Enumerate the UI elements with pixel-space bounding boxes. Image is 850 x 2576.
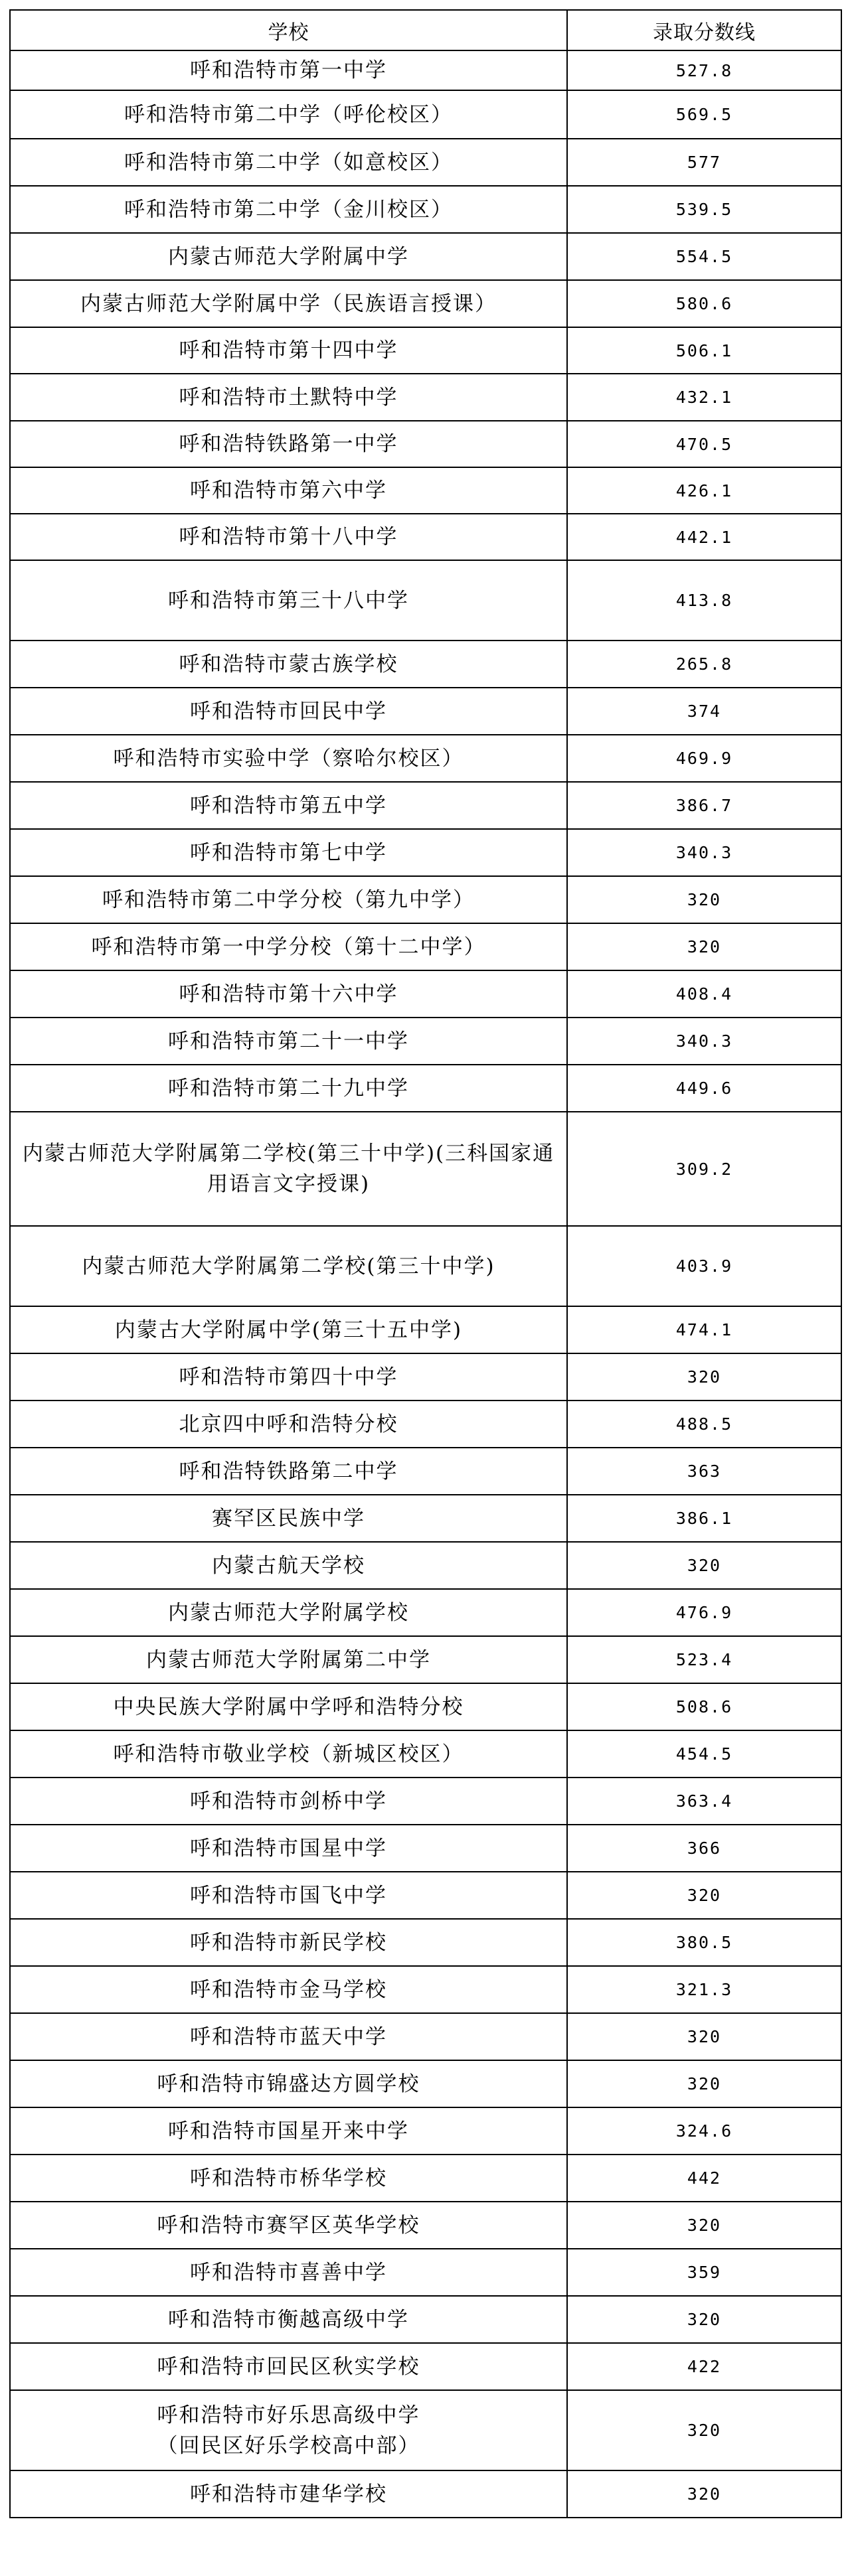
admission-score-cell: 442 (567, 2155, 841, 2202)
table-row (10, 1448, 841, 1495)
admission-score-cell: 488.5 (567, 1401, 841, 1448)
admission-score-cell: 340.3 (567, 1018, 841, 1065)
school-name-cell: 呼和浩特市第十八中学 (10, 514, 567, 560)
admission-score-cell: 508.6 (567, 1683, 841, 1730)
admission-score-cell: 363 (567, 1448, 841, 1495)
table-row (10, 2155, 841, 2202)
admission-score-cell: 523.4 (567, 1636, 841, 1683)
admission-score-cell: 408.4 (567, 970, 841, 1018)
admission-score-cell: 403.9 (567, 1226, 841, 1306)
admission-score-cell: 363.4 (567, 1778, 841, 1825)
table-row (10, 1872, 841, 1919)
admission-score-table (9, 9, 842, 2518)
table-row (10, 1306, 841, 1353)
table-row (10, 641, 841, 688)
table-row (10, 1589, 841, 1636)
admission-score-cell: 380.5 (567, 1919, 841, 1966)
school-name-cell: 呼和浩特市喜善中学 (10, 2249, 567, 2296)
table-row (10, 1495, 841, 1542)
table-row (10, 2470, 841, 2518)
admission-score-cell: 449.6 (567, 1065, 841, 1112)
table-row (10, 1683, 841, 1730)
school-name-cell: 呼和浩特市好乐思高级中学 （回民区好乐学校高中部） (10, 2390, 567, 2470)
school-name-cell: 呼和浩特市剑桥中学 (10, 1778, 567, 1825)
admission-score-cell: 474.1 (567, 1306, 841, 1353)
admission-score-cell: 386.1 (567, 1495, 841, 1542)
table-row (10, 2296, 841, 2343)
school-name-cell: 呼和浩特市第一中学 (10, 50, 567, 90)
school-name-cell: 中央民族大学附属中学呼和浩特分校 (10, 1683, 567, 1730)
school-name-cell: 呼和浩特市第六中学 (10, 467, 567, 514)
table-row (10, 2107, 841, 2155)
admission-score-cell: 569.5 (567, 90, 841, 139)
table-row (10, 876, 841, 923)
admission-score-cell: 413.8 (567, 560, 841, 641)
table-header-row (10, 10, 841, 50)
admission-score-cell: 470.5 (567, 421, 841, 467)
table-row (10, 782, 841, 829)
table-row (10, 735, 841, 782)
admission-score-cell: 265.8 (567, 641, 841, 688)
admission-score-cell: 577 (567, 139, 841, 186)
table-row (10, 2249, 841, 2296)
table-row (10, 1018, 841, 1065)
school-name-cell: 呼和浩特市第十四中学 (10, 327, 567, 374)
table-row (10, 421, 841, 467)
school-name-cell: 呼和浩特市第二中学（如意校区） (10, 139, 567, 186)
admission-score-cell: 320 (567, 1542, 841, 1589)
table-row (10, 560, 841, 641)
school-name-cell: 内蒙古师范大学附属第二学校(第三十中学) (10, 1226, 567, 1306)
school-name-cell: 呼和浩特市国飞中学 (10, 1872, 567, 1919)
admission-score-table-sheet (9, 9, 841, 2518)
table-row (10, 829, 841, 876)
table-row (10, 1353, 841, 1401)
table-row (10, 2343, 841, 2390)
table-row (10, 1730, 841, 1778)
school-name-cell: 呼和浩特市新民学校 (10, 1919, 567, 1966)
table-row (10, 2013, 841, 2060)
school-name-cell: 呼和浩特市第二中学（呼伦校区） (10, 90, 567, 139)
table-row (10, 1112, 841, 1226)
admission-score-cell: 320 (567, 2470, 841, 2518)
admission-score-cell: 476.9 (567, 1589, 841, 1636)
school-name-cell: 呼和浩特市锦盛达方圆学校 (10, 2060, 567, 2107)
school-name-cell: 呼和浩特铁路第一中学 (10, 421, 567, 467)
table-row (10, 514, 841, 560)
admission-score-cell: 340.3 (567, 829, 841, 876)
admission-score-cell: 506.1 (567, 327, 841, 374)
school-name-cell: 呼和浩特市衡越高级中学 (10, 2296, 567, 2343)
school-name-cell: 呼和浩特市国星中学 (10, 1825, 567, 1872)
school-name-cell: 呼和浩特铁路第二中学 (10, 1448, 567, 1495)
admission-score-cell: 320 (567, 2013, 841, 2060)
table-row (10, 1542, 841, 1589)
school-name-cell: 呼和浩特市国星开来中学 (10, 2107, 567, 2155)
school-name-cell: 呼和浩特市第二中学（金川校区） (10, 186, 567, 233)
school-name-cell: 内蒙古师范大学附属中学（民族语言授课） (10, 280, 567, 327)
school-name-cell: 内蒙古师范大学附属第二中学 (10, 1636, 567, 1683)
table-row (10, 1401, 841, 1448)
school-name-cell: 呼和浩特市实验中学（察哈尔校区） (10, 735, 567, 782)
school-name-cell: 呼和浩特市第四十中学 (10, 1353, 567, 1401)
school-name-cell: 内蒙古师范大学附属中学 (10, 233, 567, 280)
admission-score-cell: 442.1 (567, 514, 841, 560)
table-row (10, 327, 841, 374)
school-name-cell: 呼和浩特市第七中学 (10, 829, 567, 876)
school-name-cell: 呼和浩特市回民中学 (10, 688, 567, 735)
table-row (10, 2060, 841, 2107)
admission-score-cell: 432.1 (567, 374, 841, 421)
table-row (10, 970, 841, 1018)
school-name-cell: 呼和浩特市金马学校 (10, 1966, 567, 2013)
admission-score-cell: 321.3 (567, 1966, 841, 2013)
table-row (10, 1778, 841, 1825)
school-name-cell: 呼和浩特市回民区秋实学校 (10, 2343, 567, 2390)
table-row (10, 2202, 841, 2249)
admission-score-cell: 469.9 (567, 735, 841, 782)
admission-score-cell: 320 (567, 2296, 841, 2343)
table-row (10, 467, 841, 514)
admission-score-cell: 359 (567, 2249, 841, 2296)
school-name-cell: 内蒙古师范大学附属学校 (10, 1589, 567, 1636)
admission-score-cell: 539.5 (567, 186, 841, 233)
table-row (10, 50, 841, 90)
table-row (10, 186, 841, 233)
table-row (10, 1919, 841, 1966)
admission-score-cell: 320 (567, 923, 841, 970)
table-row (10, 923, 841, 970)
table-row (10, 1825, 841, 1872)
school-name-cell: 呼和浩特市第二十九中学 (10, 1065, 567, 1112)
admission-score-cell: 320 (567, 2390, 841, 2470)
school-name-cell: 呼和浩特市第十六中学 (10, 970, 567, 1018)
admission-score-cell: 320 (567, 876, 841, 923)
admission-score-cell: 320 (567, 2060, 841, 2107)
table-row (10, 90, 841, 139)
school-name-cell: 呼和浩特市蒙古族学校 (10, 641, 567, 688)
school-name-cell: 内蒙古航天学校 (10, 1542, 567, 1589)
admission-score-cell: 554.5 (567, 233, 841, 280)
table-row (10, 1966, 841, 2013)
school-name-cell: 呼和浩特市第一中学分校（第十二中学） (10, 923, 567, 970)
table-row (10, 233, 841, 280)
column-header-school: 学校 (10, 10, 567, 50)
school-name-cell: 北京四中呼和浩特分校 (10, 1401, 567, 1448)
admission-score-cell: 580.6 (567, 280, 841, 327)
table-row (10, 139, 841, 186)
admission-score-cell: 366 (567, 1825, 841, 1872)
admission-score-cell: 320 (567, 1872, 841, 1919)
table-row (10, 2390, 841, 2470)
table-row (10, 1226, 841, 1306)
school-name-cell: 呼和浩特市赛罕区英华学校 (10, 2202, 567, 2249)
admission-score-cell: 374 (567, 688, 841, 735)
school-name-cell: 呼和浩特市桥华学校 (10, 2155, 567, 2202)
table-row (10, 280, 841, 327)
admission-score-cell: 324.6 (567, 2107, 841, 2155)
school-name-cell: 呼和浩特市第二中学分校（第九中学） (10, 876, 567, 923)
table-row (10, 1065, 841, 1112)
column-header-score: 录取分数线 (567, 10, 841, 50)
table-row (10, 1636, 841, 1683)
school-name-cell: 内蒙古师范大学附属第二学校(第三十中学)(三科国家通用语言文字授课) (10, 1112, 567, 1226)
school-name-cell: 赛罕区民族中学 (10, 1495, 567, 1542)
school-name-cell: 呼和浩特市第二十一中学 (10, 1018, 567, 1065)
admission-score-cell: 320 (567, 1353, 841, 1401)
school-name-cell: 呼和浩特市第五中学 (10, 782, 567, 829)
school-name-cell: 呼和浩特市土默特中学 (10, 374, 567, 421)
admission-score-cell: 386.7 (567, 782, 841, 829)
school-name-cell: 呼和浩特市第三十八中学 (10, 560, 567, 641)
school-name-cell: 呼和浩特市蓝天中学 (10, 2013, 567, 2060)
admission-score-cell: 309.2 (567, 1112, 841, 1226)
table-row (10, 688, 841, 735)
school-name-cell: 呼和浩特市敬业学校（新城区校区） (10, 1730, 567, 1778)
admission-score-cell: 527.8 (567, 50, 841, 90)
school-name-cell: 呼和浩特市建华学校 (10, 2470, 567, 2518)
school-name-cell: 内蒙古大学附属中学(第三十五中学) (10, 1306, 567, 1353)
admission-score-cell: 454.5 (567, 1730, 841, 1778)
table-row (10, 374, 841, 421)
admission-score-cell: 426.1 (567, 467, 841, 514)
admission-score-cell: 320 (567, 2202, 841, 2249)
admission-score-cell: 422 (567, 2343, 841, 2390)
